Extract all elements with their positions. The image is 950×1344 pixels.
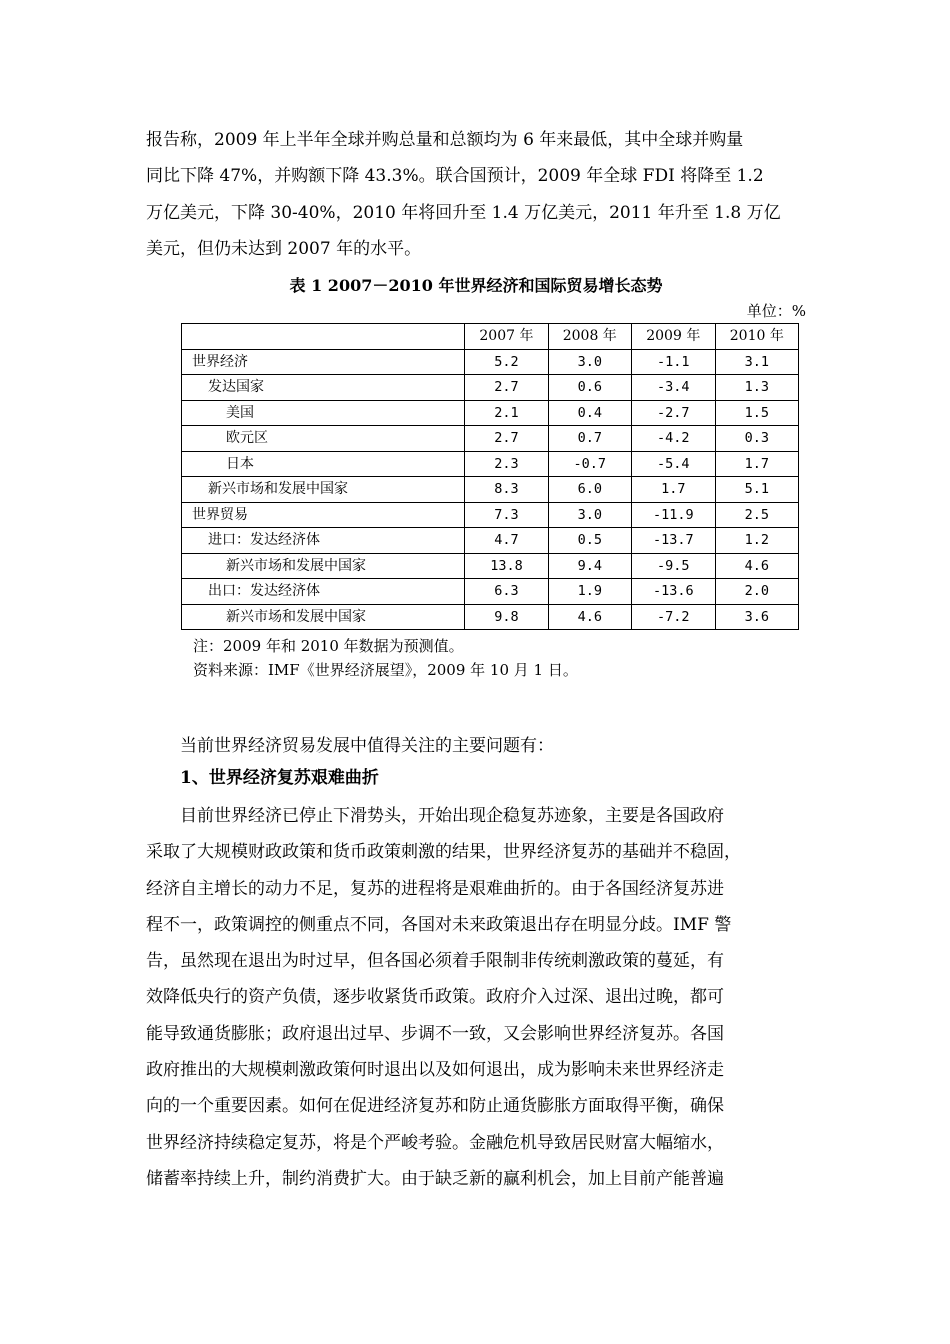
paragraph-line: 报告称，2009 年上半年全球并购总量和总额均为 6 年来最低，其中全球并购量	[146, 130, 744, 150]
table-cell: -1.1	[631, 349, 715, 375]
table-cell: 1.3	[715, 375, 798, 401]
paragraph-fdi	[146, 122, 806, 267]
intro-paragraph	[146, 728, 806, 764]
header-cell-empty	[182, 324, 465, 350]
header-cell-2009: 2009 年	[631, 324, 715, 350]
table-cell: -2.7	[631, 400, 715, 426]
table-row	[182, 579, 799, 605]
row-label: 世界经济	[182, 349, 465, 375]
table-row	[182, 477, 799, 503]
table-cell: 4.6	[715, 553, 798, 579]
row-label: 出口：发达经济体	[182, 579, 465, 605]
row-label: 美国	[182, 400, 465, 426]
table-source: 资料来源：IMF《世界经济展望》，2009 年 10 月 1 日。	[193, 661, 578, 679]
row-label: 进口：发达经济体	[182, 528, 465, 554]
table-row	[182, 604, 799, 630]
table-cell: 0.3	[715, 426, 798, 452]
intro-line: 当前世界经济贸易发展中值得关注的主要问题有：	[180, 736, 554, 756]
table-row	[182, 451, 799, 477]
table-cell: 2.0	[715, 579, 798, 605]
table-row	[182, 349, 799, 375]
paragraph-line: 储蓄率持续上升，制约消费扩大。由于缺乏新的赢利机会，加上目前产能普遍	[146, 1168, 724, 1189]
table-cell: -13.7	[631, 528, 715, 554]
paragraph-line: 采取了大规模财政政策和货币政策刺激的结果，世界经济复苏的基础并不稳固，	[146, 842, 741, 863]
table-row	[182, 375, 799, 401]
table-row	[182, 426, 799, 452]
paragraph-line: 美元，但仍未达到 2007 年的水平。	[146, 238, 422, 259]
table-cell: 3.0	[548, 502, 631, 528]
table-cell: -0.7	[548, 451, 631, 477]
header-cell-2007: 2007 年	[465, 324, 548, 350]
table-cell: 13.8	[465, 553, 548, 579]
growth-table	[181, 323, 799, 630]
table-cell: -4.2	[631, 426, 715, 452]
table-cell: -9.5	[631, 553, 715, 579]
paragraph-line: 同比下降 47%，并购额下降 43.3%。联合国预计，2009 年全球 FDI 将降至 1.2	[146, 166, 764, 187]
table-row	[182, 528, 799, 554]
row-label: 发达国家	[182, 375, 465, 401]
table-cell: 1.7	[631, 477, 715, 503]
table-row	[182, 400, 799, 426]
table-cell: 1.2	[715, 528, 798, 554]
table-cell: 2.3	[465, 451, 548, 477]
table-cell: -7.2	[631, 604, 715, 630]
table-cell: -11.9	[631, 502, 715, 528]
table-header-row	[182, 324, 799, 350]
paragraph-line: 万亿美元，下降 30-40%，2010 年将回升至 1.4 万亿美元，2011 年升至 1.8 万亿	[146, 202, 781, 223]
table-cell: 5.2	[465, 349, 548, 375]
table-cell: 1.5	[715, 400, 798, 426]
table-cell: -5.4	[631, 451, 715, 477]
table-caption: 表 1 2007－2010 年世界经济和国际贸易增长态势	[289, 276, 663, 295]
section-heading: 1、世界经济复苏艰难曲折	[180, 768, 379, 788]
table-cell: 6.0	[548, 477, 631, 503]
row-label: 欧元区	[182, 426, 465, 452]
header-cell-2008: 2008 年	[548, 324, 631, 350]
paragraph-line: 经济自主增长的动力不足，复苏的进程将是艰难曲折的。由于各国经济复苏进	[146, 878, 724, 899]
table-cell: 4.6	[548, 604, 631, 630]
table-cell: 2.7	[465, 426, 548, 452]
table-cell: 2.7	[465, 375, 548, 401]
table-cell: 3.1	[715, 349, 798, 375]
table-cell: 0.4	[548, 400, 631, 426]
table-cell: 6.3	[465, 579, 548, 605]
paragraph-line: 效降低央行的资产负债，逐步收紧货币政策。政府介入过深、退出过晚，都可	[146, 987, 724, 1008]
table-row	[182, 553, 799, 579]
table-cell: 0.5	[548, 528, 631, 554]
table-cell: 0.6	[548, 375, 631, 401]
table-cell: -3.4	[631, 375, 715, 401]
table-cell: 9.8	[465, 604, 548, 630]
table-cell: -13.6	[631, 579, 715, 605]
table-cell: 2.5	[715, 502, 798, 528]
table-cell: 2.1	[465, 400, 548, 426]
table-cell: 3.6	[715, 604, 798, 630]
header-cell-2010: 2010 年	[715, 324, 798, 350]
row-label: 日本	[182, 451, 465, 477]
table-note: 注：2009 年和 2010 年数据为预测值。	[193, 637, 464, 655]
table-cell: 1.7	[715, 451, 798, 477]
paragraph-line: 程不一，政策调控的侧重点不同，各国对未来政策退出存在明显分歧。IMF 警	[146, 914, 732, 935]
table-unit: 单位：%	[746, 302, 806, 320]
paragraph-line: 能导致通货膨胀；政府退出过早、步调不一致，又会影响世界经济复苏。各国	[146, 1023, 724, 1044]
row-label: 新兴市场和发展中国家	[182, 604, 465, 630]
table-cell: 4.7	[465, 528, 548, 554]
table-cell: 1.9	[548, 579, 631, 605]
paragraph-line: 告，虽然现在退出为时过早，但各国必须着手限制非传统刺激政策的蔓延，有	[146, 951, 724, 972]
table-cell: 3.0	[548, 349, 631, 375]
paragraph-line: 向的一个重要因素。如何在促进经济复苏和防止通货膨胀方面取得平衡，确保	[146, 1096, 724, 1117]
table-cell: 7.3	[465, 502, 548, 528]
row-label: 新兴市场和发展中国家	[182, 477, 465, 503]
table-cell: 9.4	[548, 553, 631, 579]
paragraph-line: 政府推出的大规模刺激政策何时退出以及如何退出，成为影响未来世界经济走	[146, 1060, 724, 1081]
table-cell: 8.3	[465, 477, 548, 503]
paragraph-line: 世界经济持续稳定复苏，将是个严峻考验。金融危机导致居民财富大幅缩水，	[146, 1132, 724, 1153]
row-label: 世界贸易	[182, 502, 465, 528]
table-cell: 0.7	[548, 426, 631, 452]
row-label: 新兴市场和发展中国家	[182, 553, 465, 579]
paragraph-line: 目前世界经济已停止下滑势头，开始出现企稳复苏迹象，主要是各国政府	[180, 806, 724, 826]
paragraph-recovery	[146, 798, 806, 1197]
table-cell: 5.1	[715, 477, 798, 503]
table-row	[182, 502, 799, 528]
